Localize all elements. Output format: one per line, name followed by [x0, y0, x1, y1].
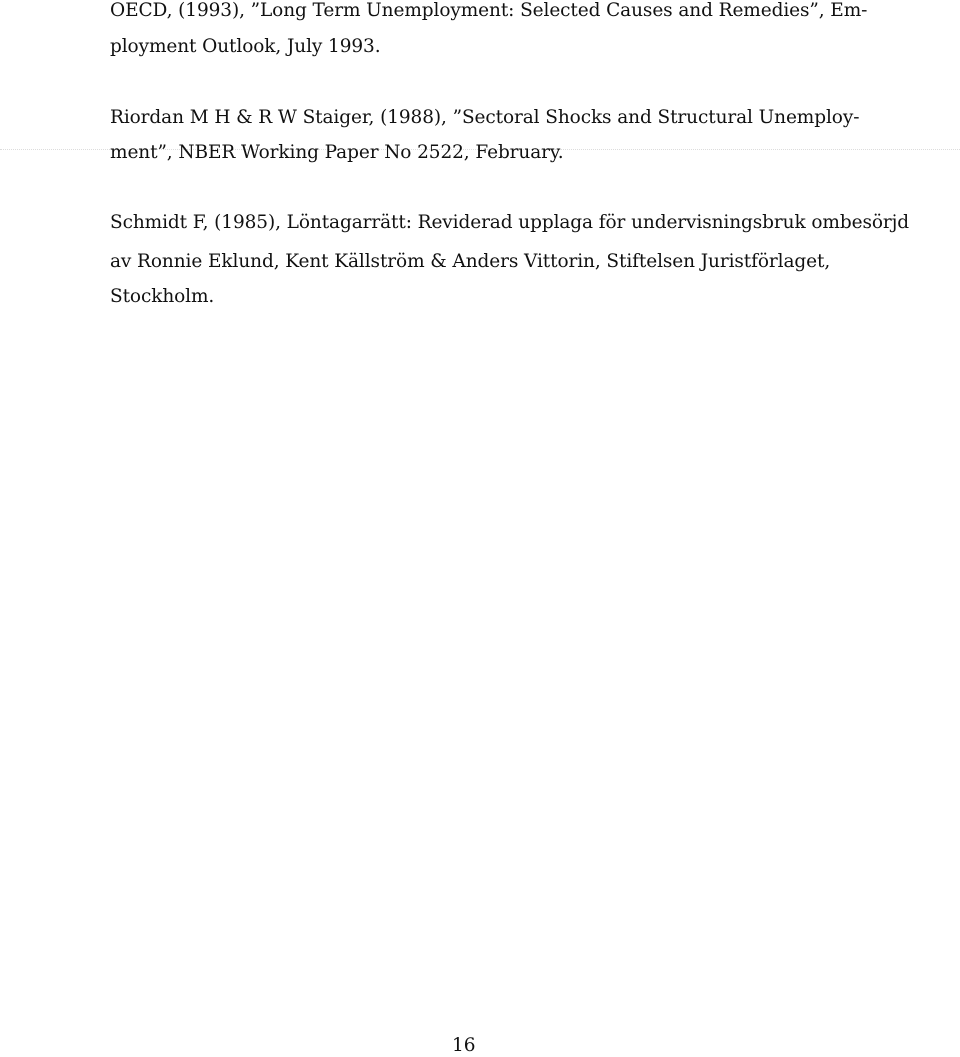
reference-line: ployment Outlook, July 1993. — [110, 36, 381, 57]
reference-line: Schmidt F, (1985), Löntagarrätt: Reviderad upplaga för undervisningsbruk ombesörjd — [110, 212, 909, 233]
reference-line: av Ronnie Eklund, Kent Källström & Anders Vittorin, Stiftelsen Juristförlaget, — [110, 251, 831, 272]
reference-line: OECD, (1993), ”Long Term Unemployment: Selected Causes and Remedies”, Em- — [110, 0, 868, 21]
page-number: 16 — [452, 1035, 476, 1056]
reference-line: Stockholm. — [110, 286, 215, 307]
reference-line: Riordan M H & R W Staiger, (1988), ”Sectoral Shocks and Structural Unemploy- — [110, 107, 860, 128]
reference-line: ment”, NBER Working Paper No 2522, February. — [110, 142, 564, 163]
